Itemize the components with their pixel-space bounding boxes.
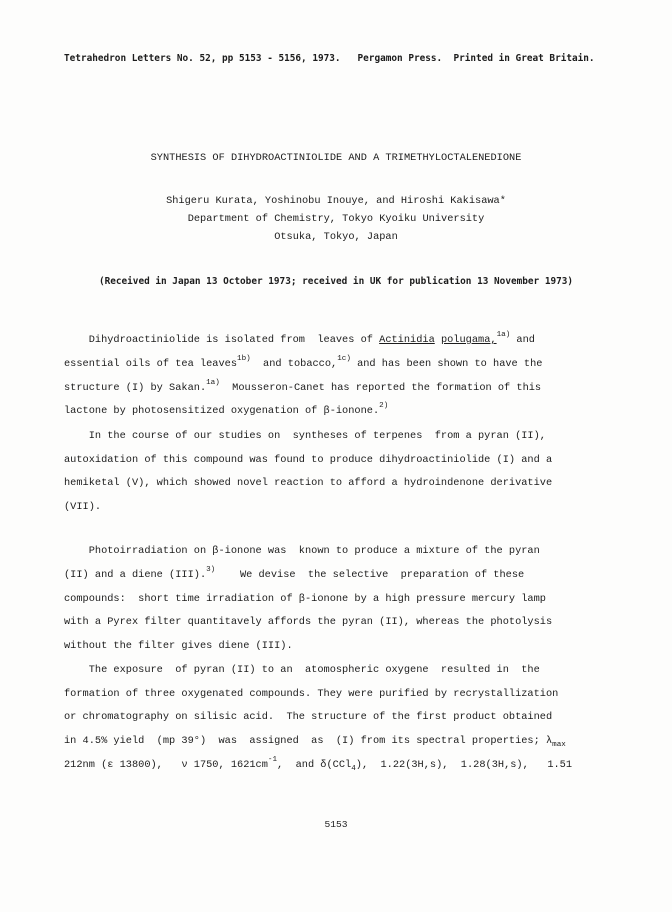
text: structure (I) by Sakan. <box>64 382 207 394</box>
text: ), 1.22(3H,s), 1.28(3H,s), 1.51 <box>355 759 573 771</box>
page-number: 5153 <box>324 819 348 830</box>
author-department: Department of Chemistry, Tokyo Kyoiku University <box>187 213 485 225</box>
author-names: Shigeru Kurata, Yoshinobu Inouye, and Hiroshi Kakisawa* <box>166 195 506 207</box>
paragraph-4-line-2: formation of three oxygenated compounds. They were purified by recrystallization <box>64 688 559 700</box>
paragraph-3-line-4: with a Pyrex filter quantitavely affords the pyran (II), whereas the photolysis <box>64 616 553 628</box>
received-dates: (Received in Japan 13 October 1973; received in UK for publication 13 November 1973) <box>98 276 574 287</box>
reference-marker: 1c) <box>337 355 351 363</box>
paragraph-1-line-4 <box>64 402 389 417</box>
reference-marker: 2) <box>379 402 389 410</box>
paragraph-4-line-1: The exposure of pyran (II) to an atomospheric oxygene resulted in the <box>64 664 540 676</box>
reference-marker: 3) <box>206 566 216 574</box>
superscript: -1 <box>267 756 278 764</box>
author-location: Otsuka, Tokyo, Japan <box>274 231 398 243</box>
text: We devise the selective preparation of these <box>215 569 525 581</box>
species-name: polugama, <box>440 334 497 346</box>
paragraph-4-line-4 <box>64 736 566 747</box>
text: , and δ(CCl <box>277 759 352 771</box>
paragraph-1-line-1 <box>64 331 535 346</box>
paragraph-2-line-1: In the course of our studies on syntheses of terpenes from a pyran (II), <box>64 430 546 442</box>
text: and has been shown to have the <box>350 358 543 370</box>
genus-name: Actinidia <box>379 334 435 346</box>
paragraph-4-line-3: or chromatography on silisic acid. The structure of the first product obtained <box>64 711 553 723</box>
paragraph-2-line-4: (VII). <box>64 501 102 513</box>
paragraph-3-line-2 <box>64 566 525 581</box>
journal-line: Tetrahedron Letters No. 52, pp 5153 - 5156, 1973. <box>64 53 341 64</box>
reference-marker: 1a) <box>206 379 220 387</box>
text: in 4.5% yield (mp 39°) was assigned as (I) from its spectral properties; λ <box>64 735 553 747</box>
publisher-line: Pergamon Press. Printed in Great Britain. <box>357 53 595 64</box>
paragraph-3-line-3: compounds: short time irradiation of β-ionone by a high pressure mercury lamp <box>64 593 546 605</box>
paragraph-1-line-3 <box>64 379 542 394</box>
paragraph-3-line-1: Photoirradiation on β-ionone was known to produce a mixture of the pyran <box>64 545 540 557</box>
paragraph-1-line-2 <box>64 355 543 370</box>
text: Dihydroactiniolide is isolated from leaves of <box>64 334 380 346</box>
paper-title: SYNTHESIS OF DIHYDROACTINIOLIDE AND A TRIMETHYLOCTALENEDIONE <box>150 152 522 164</box>
text: (II) and a diene (III). <box>64 569 207 581</box>
text: and tobacco, <box>250 358 338 370</box>
text: essential oils of tea leaves <box>64 358 238 370</box>
text: lactone by photosensitized oxygenation of β-ionone. <box>64 405 380 417</box>
text: Mousseron-Canet has reported the formation of this <box>219 382 542 394</box>
journal-citation <box>64 54 595 63</box>
subscript: 4 <box>351 765 356 773</box>
text: and <box>510 334 535 346</box>
subscript: max <box>552 741 566 749</box>
reference-marker: 1b) <box>237 355 251 363</box>
paragraph-4-line-5 <box>64 756 573 773</box>
paragraph-3-line-5: without the filter gives diene (III). <box>64 640 293 652</box>
paragraph-2-line-2: autoxidation of this compound was found to produce dihydroactiniolide (I) and a <box>64 454 553 466</box>
text: 212nm (ε 13800), ν 1750, 1621cm <box>64 759 268 771</box>
paragraph-2-line-3: hemiketal (V), which showed novel reaction to afford a hydroindenone derivative <box>64 477 553 489</box>
reference-marker: 1a) <box>496 331 511 339</box>
